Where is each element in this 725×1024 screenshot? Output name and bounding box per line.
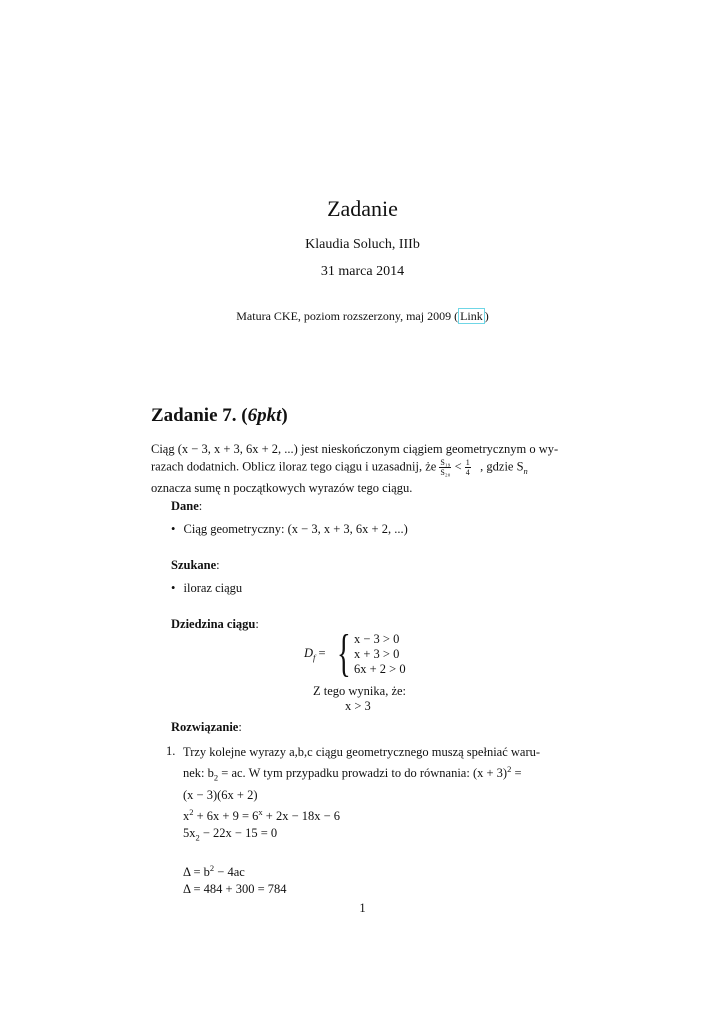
source-line xyxy=(0,309,725,324)
problem-part2: razach dodatnich. Oblicz iloraz tego ciągu i uzasadnij, że xyxy=(151,459,437,474)
fraction-numerator: S₁₉ xyxy=(440,458,451,467)
wanted-colon: : xyxy=(216,558,220,572)
step-line-2 xyxy=(183,761,571,787)
fraction-denominator: 4 xyxy=(465,468,470,477)
eq2-a: 5x xyxy=(183,825,196,840)
problem-part3-sub: n xyxy=(523,465,528,476)
wanted-heading-line xyxy=(171,558,220,573)
wanted-item: iloraz ciągu xyxy=(183,581,243,595)
delta-line-1 xyxy=(183,860,571,881)
step-line-2b: = ac. W tym przypadku prowadzi to do równania: (x + 3) xyxy=(218,766,508,781)
list-item xyxy=(171,581,242,596)
source-text: Matura CKE, poziom rozszerzony, maj 2009 ( xyxy=(236,309,459,323)
step-line-2-sup: 2 xyxy=(507,764,512,774)
eq2-b: − 22x − 15 = 0 xyxy=(199,825,278,840)
bullet-icon: • xyxy=(171,522,176,536)
less-than-sign: < xyxy=(454,459,462,474)
fraction-s19-s20 xyxy=(439,458,451,477)
eq1-b: + 6x + 9 = 6 xyxy=(193,808,259,823)
step-number: 1. xyxy=(166,744,176,758)
section-heading xyxy=(151,405,288,427)
fraction-denominator: S₂₀ xyxy=(440,468,451,477)
given-heading: Dane xyxy=(171,499,199,513)
step-line-3: (x − 3)(6x + 2) xyxy=(183,787,258,802)
domain-condition-3: 6x + 2 > 0 xyxy=(354,662,406,676)
eq1-sup1: 2 xyxy=(189,806,194,817)
given-heading-line xyxy=(171,499,202,514)
document-title: Zadanie xyxy=(327,196,398,221)
page-number: 1 xyxy=(359,901,366,915)
source-link[interactable]: Link xyxy=(460,309,483,323)
delta1-b: − 4ac xyxy=(214,865,245,880)
eq1-c: + 2x − 18x − 6 xyxy=(262,808,341,823)
solution-colon: : xyxy=(238,720,242,734)
problem-line-1: Ciąg (x − 3, x + 3, 6x + 2, ...) jest nieskończonym ciągiem geometrycznym o wy- xyxy=(151,442,559,456)
bullet-icon: • xyxy=(171,581,176,595)
domain-conclusion: Z tego wynika, że: xyxy=(313,684,407,698)
domain-colon: : xyxy=(255,617,259,631)
domain-heading-line xyxy=(171,617,259,632)
date-line: 31 marca 2014 xyxy=(320,264,405,279)
section-points: 6pkt xyxy=(247,405,282,426)
wanted-heading: Szukane xyxy=(171,558,217,572)
fraction-numerator: 1 xyxy=(465,458,470,467)
equation-1 xyxy=(183,804,571,825)
domain-lhs xyxy=(304,646,326,663)
section-close: ) xyxy=(281,405,288,426)
equation-2 xyxy=(183,825,571,847)
delta-line-2: Δ = 484 + 300 = 784 xyxy=(183,882,287,897)
problem-statement xyxy=(151,441,571,497)
spacer xyxy=(183,846,571,860)
step-line-2a: nek: b xyxy=(183,766,214,781)
domain-result: x > 3 xyxy=(345,699,371,713)
eq1-sup2: x xyxy=(258,806,263,817)
author-line: Klaudia Soluch, IIIb xyxy=(305,237,420,252)
domain-condition-1: x − 3 > 0 xyxy=(354,632,400,646)
problem-line-3: oznacza sumę n początkowych wyrazów tego ciągu. xyxy=(151,480,413,495)
eq1-a: x xyxy=(183,808,190,823)
given-colon: : xyxy=(198,499,203,513)
list-item xyxy=(171,522,408,537)
step-text xyxy=(183,744,571,898)
problem-line-2 xyxy=(151,458,571,480)
left-brace-icon: { xyxy=(337,625,351,682)
step-line-2-sub: 2 xyxy=(213,772,219,783)
domain-condition-2: x + 3 > 0 xyxy=(354,647,400,661)
problem-part3: , gdzie S xyxy=(480,459,524,474)
domain-heading: Dziedzina ciągu xyxy=(171,617,256,631)
delta1-sup: 2 xyxy=(209,863,215,874)
fraction-one-quarter xyxy=(465,458,471,477)
domain-equals: = xyxy=(318,646,326,660)
delta1-a: Δ = b xyxy=(183,865,210,880)
domain-lhs-symbol: D xyxy=(304,646,314,660)
domain-lhs-sub: f xyxy=(313,652,316,663)
section-title: Zadanie 7. ( xyxy=(151,405,248,426)
source-close: ) xyxy=(484,309,489,323)
solution-heading: Rozwiązanie xyxy=(171,720,239,734)
solution-heading-line xyxy=(171,720,242,735)
step-line-1: Trzy kolejne wyrazy a,b,c ciągu geometrycznego muszą spełniać waru- xyxy=(183,745,541,759)
step-line-2c: = xyxy=(511,766,522,781)
given-item: Ciąg geometryczny: (x − 3, x + 3, 6x + 2, ...) xyxy=(183,522,408,536)
eq2-sub: 2 xyxy=(195,832,200,843)
